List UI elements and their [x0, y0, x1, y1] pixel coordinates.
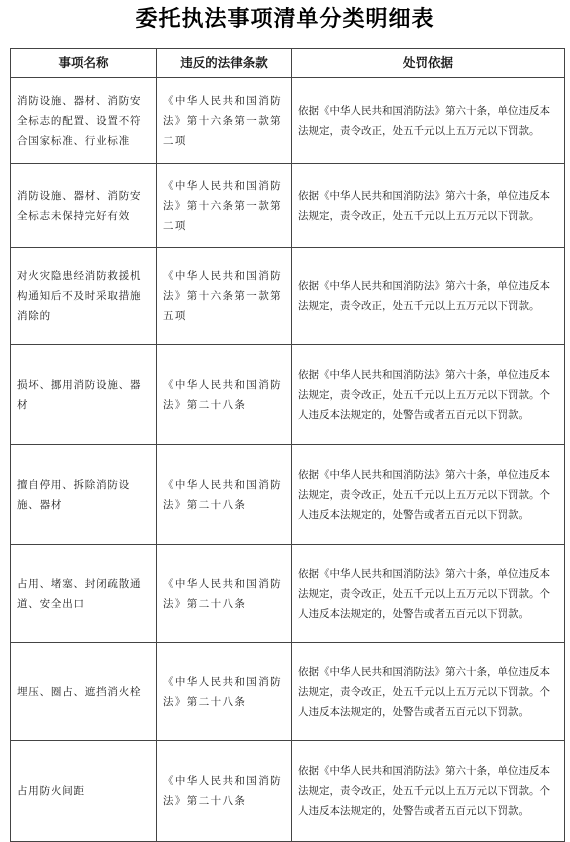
item-name-cell: 埋压、圈占、遮挡消火栓	[11, 643, 157, 741]
penalty-basis-cell: 依据《中华人民共和国消防法》第六十条，单位违反本法规定，责令改正，处五千元以上五万元以下罚款。个人违反本法规定的，处警告或者五百元以下罚款。	[292, 741, 565, 842]
table-row	[11, 78, 565, 164]
header-law-clause: 违反的法律条款	[157, 49, 292, 78]
penalty-basis-cell: 依据《中华人民共和国消防法》第六十条，单位违反本法规定，责令改正，处五千元以上五万元以下罚款。个人违反本法规定的，处警告或者五百元以下罚款。	[292, 345, 565, 445]
item-name-cell: 占用、堵塞、封闭疏散通道、安全出口	[11, 545, 157, 643]
law-clause-cell: 《中华人民共和国消防法》第二十八条	[157, 545, 292, 643]
penalty-basis-cell: 依据《中华人民共和国消防法》第六十条，单位违反本法规定，责令改正，处五千元以上五万元以下罚款。个人违反本法规定的，处警告或者五百元以下罚款。	[292, 445, 565, 545]
law-clause-cell: 《中华人民共和国消防法》第二十八条	[157, 445, 292, 545]
law-clause-cell: 《中华人民共和国消防法》第二十八条	[157, 741, 292, 842]
table-row	[11, 164, 565, 248]
penalty-basis-cell: 依据《中华人民共和国消防法》第六十条，单位违反本法规定，责令改正，处五千元以上五万元以下罚款。	[292, 78, 565, 164]
table-row	[11, 445, 565, 545]
page-title: 委托执法事项清单分类明细表	[135, 6, 435, 32]
law-clause-cell: 《中华人民共和国消防法》第二十八条	[157, 643, 292, 741]
item-name-cell: 擅自停用、拆除消防设施、器材	[11, 445, 157, 545]
table-row	[11, 643, 565, 741]
law-clause-cell: 《中华人民共和国消防法》第二十八条	[157, 345, 292, 445]
penalty-basis-cell: 依据《中华人民共和国消防法》第六十条，单位违反本法规定，责令改正，处五千元以上五万元以下罚款。个人违反本法规定的，处警告或者五百元以下罚款。	[292, 643, 565, 741]
table-row	[11, 741, 565, 842]
table-header-row	[11, 49, 565, 78]
item-name-cell: 消防设施、器材、消防安全标志的配置、设置不符合国家标准、行业标准	[11, 78, 157, 164]
law-clause-cell: 《中华人民共和国消防法》第十六条第一款第二项	[157, 164, 292, 248]
table-row	[11, 248, 565, 345]
item-name-cell: 损坏、挪用消防设施、器材	[11, 345, 157, 445]
item-name-cell: 消防设施、器材、消防安全标志未保持完好有效	[11, 164, 157, 248]
law-clause-cell: 《中华人民共和国消防法》第十六条第一款第五项	[157, 248, 292, 345]
table-row	[11, 545, 565, 643]
law-clause-cell: 《中华人民共和国消防法》第十六条第一款第二项	[157, 78, 292, 164]
enforcement-items-table	[10, 48, 565, 842]
header-item-name: 事项名称	[11, 49, 157, 78]
item-name-cell: 对火灾隐患经消防救援机构通知后不及时采取措施消除的	[11, 248, 157, 345]
penalty-basis-cell: 依据《中华人民共和国消防法》第六十条，单位违反本法规定，责令改正，处五千元以上五万元以下罚款。	[292, 164, 565, 248]
table-row	[11, 345, 565, 445]
penalty-basis-cell: 依据《中华人民共和国消防法》第六十条，单位违反本法规定，责令改正，处五千元以上五万元以下罚款。个人违反本法规定的，处警告或者五百元以下罚款。	[292, 545, 565, 643]
penalty-basis-cell: 依据《中华人民共和国消防法》第六十条，单位违反本法规定，责令改正，处五千元以上五万元以下罚款。	[292, 248, 565, 345]
item-name-cell: 占用防火间距	[11, 741, 157, 842]
header-penalty-basis: 处罚依据	[292, 49, 565, 78]
